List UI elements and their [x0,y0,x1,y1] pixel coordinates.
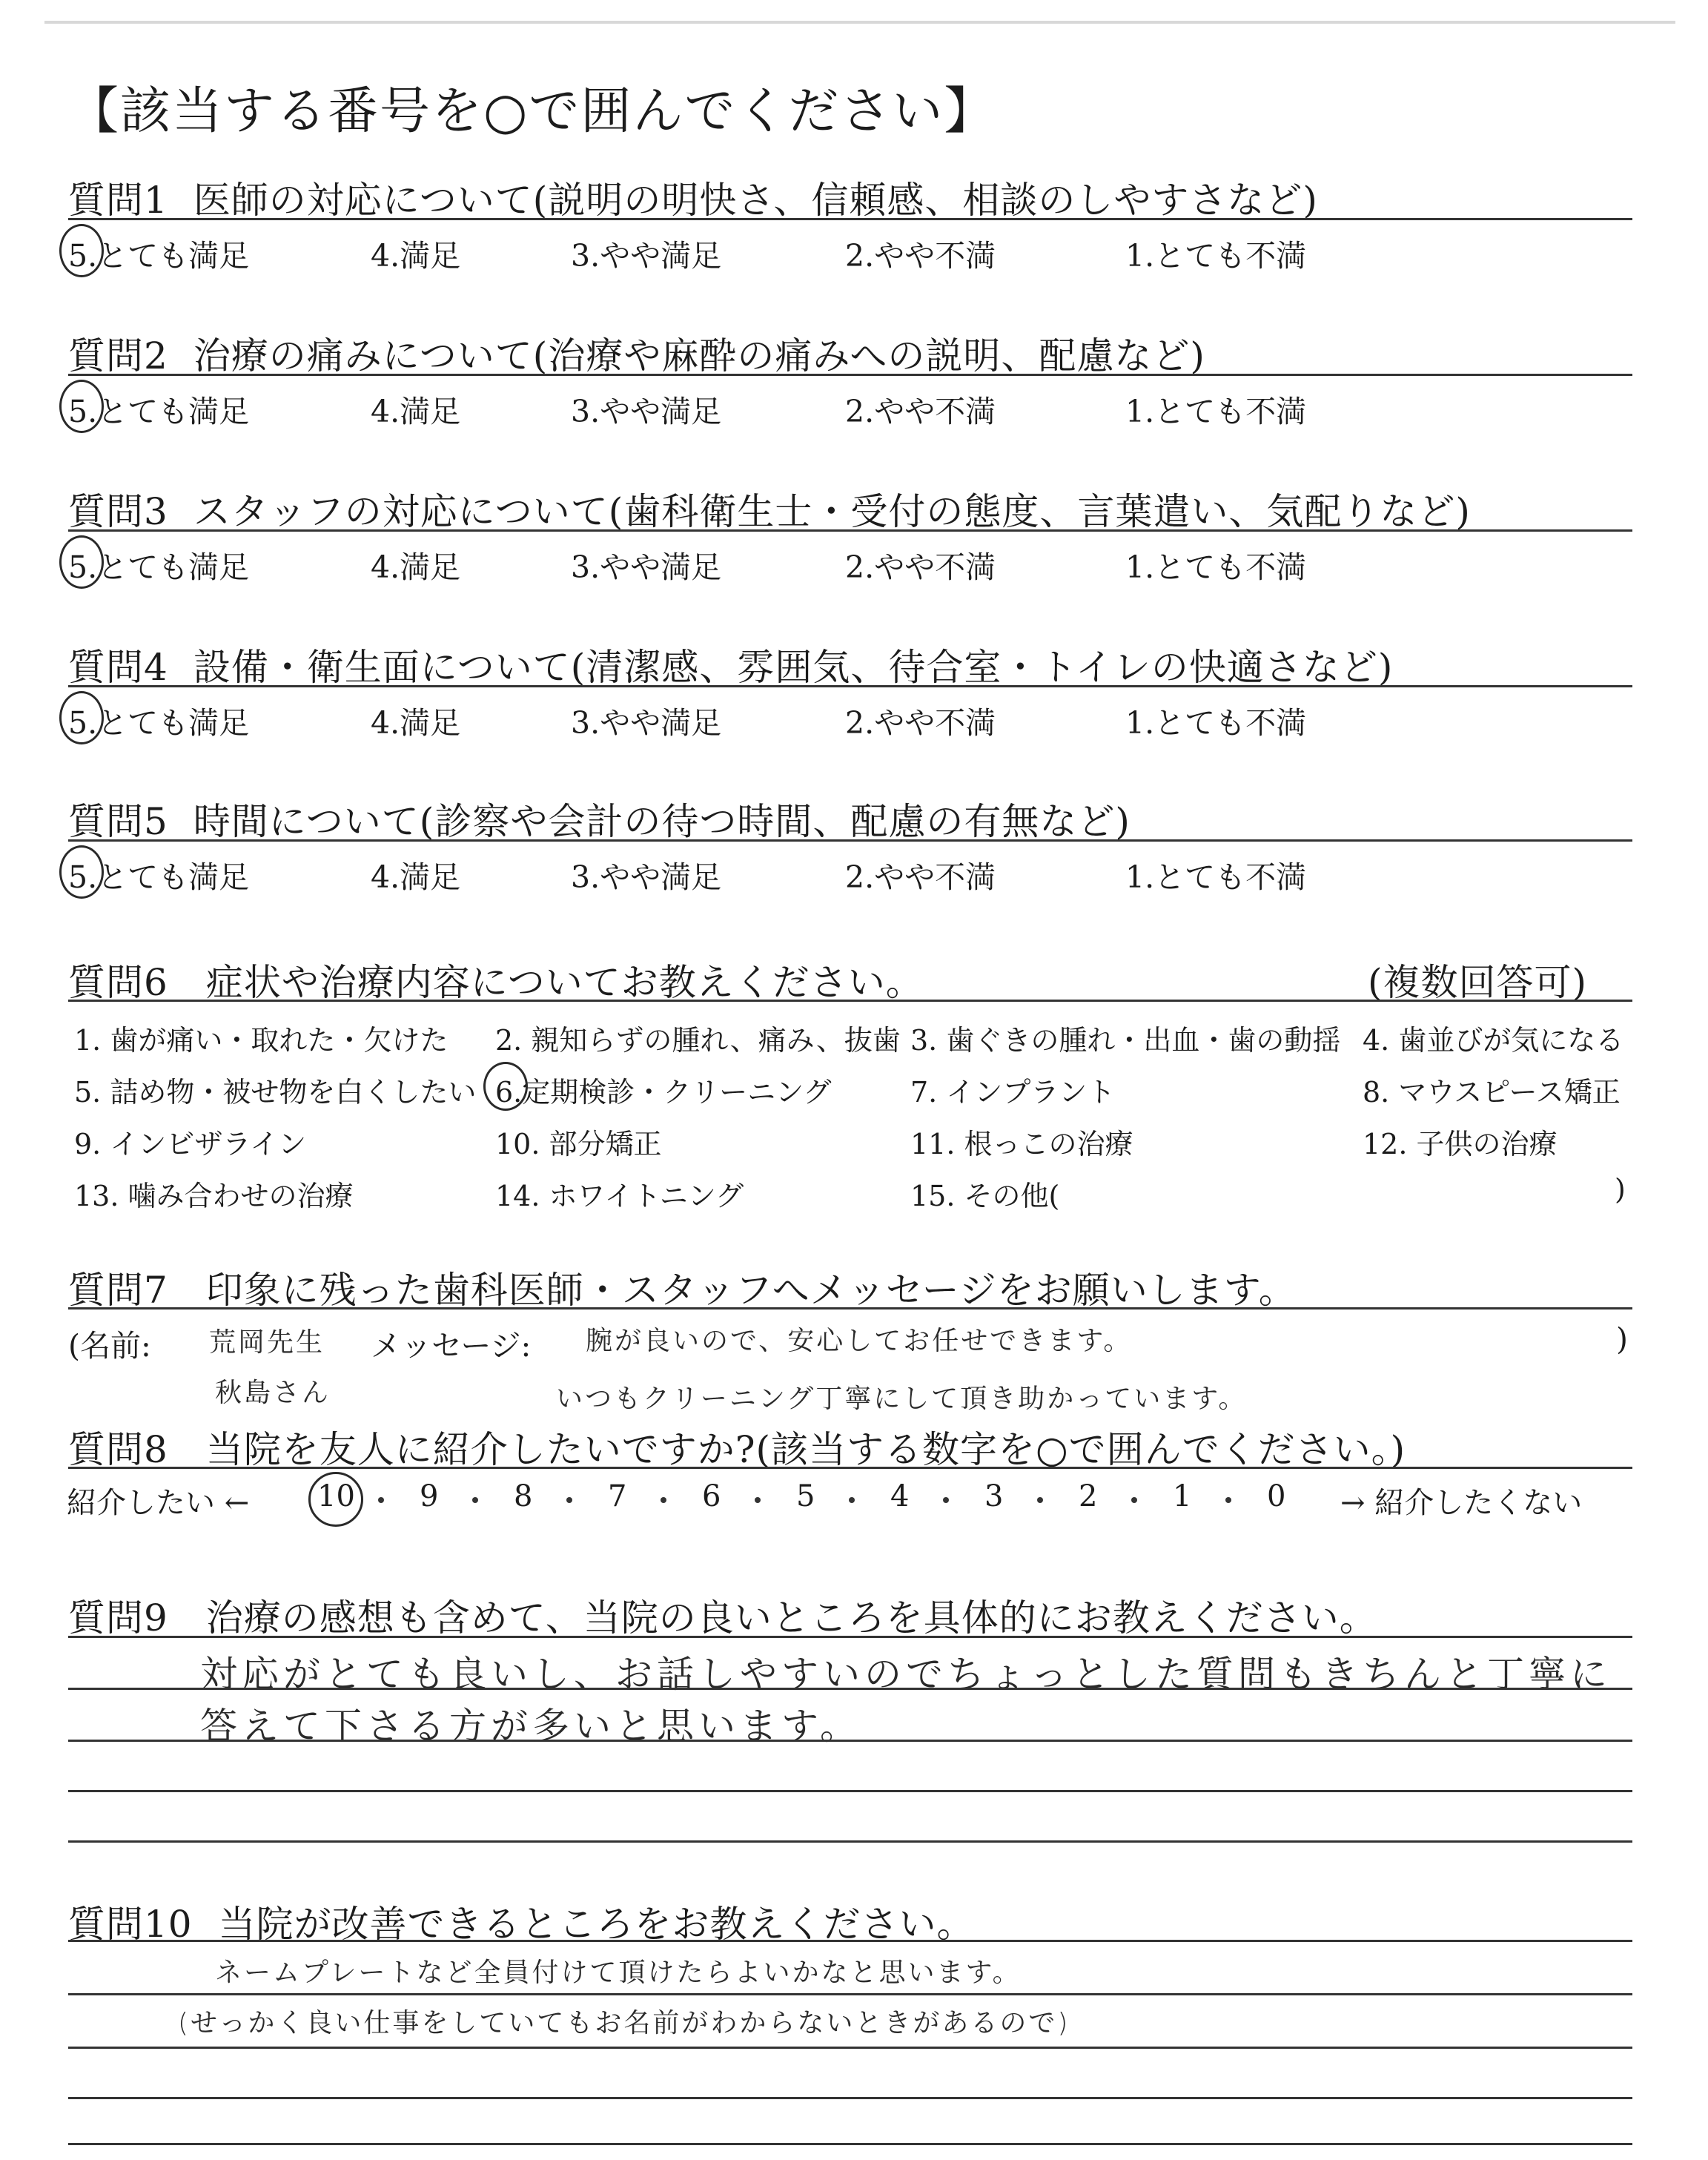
question-8-rule [68,1467,1632,1469]
question-9-label: 質問9 [68,1596,168,1639]
q8-selection-circle [308,1472,363,1527]
scan-top-edge [44,21,1675,24]
question-3-label: 質問3 [68,490,168,533]
q6-item-14[interactable]: 14. ホワイトニング [495,1180,744,1212]
q8-scale-dot [1037,1497,1043,1503]
q8-scale-10[interactable]: 10 [317,1479,355,1513]
question-3-rule [68,529,1632,532]
q3-option-2[interactable]: 2.やや不満 [845,549,996,585]
question-4-text: 設備・衛生面について(清潔感、雰囲気、待合室・トイレの快適さなど) [193,646,1394,689]
q6-item-4[interactable]: 4. 歯並びが気になる [1363,1024,1624,1057]
q8-scale-dot [472,1497,478,1503]
question-1-title [68,171,1318,224]
q5-option-1[interactable]: 1.とても不満 [1125,859,1307,895]
q7-handwritten-name-2: 秋島さん [215,1378,331,1408]
q3-option-4[interactable]: 4.満足 [371,549,461,585]
q6-item-2[interactable]: 2. 親知らずの腫れ、痛み、抜歯 [495,1024,901,1057]
q4-selection-circle [59,691,104,744]
q10-line-2 [68,1993,1632,1995]
q3-option-5[interactable]: 5.とても満足 [68,549,250,585]
q6-item-3[interactable]: 3. 歯ぐきの腫れ・出血・歯の動揺 [910,1024,1341,1057]
q9-line-5 [68,1840,1632,1843]
q7-close-paren: ) [1616,1321,1628,1357]
q8-scale-dot [755,1497,761,1503]
q8-scale-2[interactable]: 2 [1079,1479,1098,1513]
question-7-rule [68,1307,1632,1309]
question-5-rule [68,839,1632,842]
q5-option-3[interactable]: 3.やや満足 [571,859,722,895]
q5-option-4[interactable]: 4.満足 [371,859,461,895]
q6-item-13[interactable]: 13. 噛み合わせの治療 [74,1180,354,1212]
q1-option-2[interactable]: 2.やや不満 [845,238,996,274]
q9-line-2 [68,1688,1632,1690]
q5-option-5[interactable]: 5.とても満足 [68,859,250,895]
question-8-title [68,1420,1406,1473]
q4-option-3[interactable]: 3.やや満足 [571,705,722,741]
q6-item-12[interactable]: 12. 子供の治療 [1363,1128,1558,1160]
question-2-text: 治療の痛みについて(治療や麻酔の痛みへの説明、配慮など) [193,334,1205,377]
question-7-label: 質問7 [68,1269,168,1312]
q7-message-label: メッセージ: [371,1328,532,1364]
q8-scale-0[interactable]: 0 [1267,1479,1286,1513]
q8-scale-8[interactable]: 8 [514,1479,533,1513]
q6-item-9[interactable]: 9. インビザライン [74,1128,307,1160]
q4-option-2[interactable]: 2.やや不満 [845,705,996,741]
q10-line-3 [68,2047,1632,2049]
q5-selection-circle [59,845,104,899]
q8-scale-4[interactable]: 4 [890,1479,910,1513]
question-4-rule [68,685,1632,687]
q1-option-4[interactable]: 4.満足 [371,238,461,274]
q8-scale-3[interactable]: 3 [984,1479,1004,1513]
q3-option-1[interactable]: 1.とても不満 [1125,549,1307,585]
q2-option-4[interactable]: 4.満足 [371,394,461,429]
q9-line-4 [68,1790,1632,1792]
q6-item-11[interactable]: 11. 根っこの治療 [910,1128,1133,1160]
q10-handwritten-line-1: ネームプレートなど全員付けて頂けたらよいかなと思います。 [215,1958,1022,1988]
q5-option-2[interactable]: 2.やや不満 [845,859,996,895]
q8-scale-dot [566,1497,572,1503]
question-6-label: 質問6 [68,961,168,1004]
q1-option-1[interactable]: 1.とても不満 [1125,238,1307,274]
q7-handwritten-name-1: 荒岡先生 [209,1327,325,1358]
question-7-text: 印象に残った歯科医師・スタッフへメッセージをお願いします。 [205,1269,1297,1312]
question-8-text: 当院を友人に紹介したいですか?(該当する数字を○で囲んでください。) [205,1428,1406,1471]
form-heading: 【該当する番号を○で囲んでください】 [68,82,996,141]
q8-scale-1[interactable]: 1 [1173,1479,1192,1513]
q2-option-5[interactable]: 5.とても満足 [68,394,250,429]
q2-option-2[interactable]: 2.やや不満 [845,394,996,429]
question-1-rule [68,218,1632,220]
question-2-label: 質問2 [68,334,168,377]
q10-handwritten-line-2: (せっかく良い仕事をしていてもお名前がわからないときがあるので) [178,2008,1070,2038]
q2-selection-circle [59,380,104,433]
question-4-label: 質問4 [68,646,168,689]
question-7-title [68,1261,1297,1314]
question-8-label: 質問8 [68,1428,168,1471]
q8-scale-dot [1225,1497,1231,1503]
q10-line-4 [68,2097,1632,2099]
q4-option-4[interactable]: 4.満足 [371,705,461,741]
question-6-title [68,953,924,1006]
q6-item-6[interactable]: 6.定期検診・クリーニング [495,1076,832,1109]
q9-handwritten-line-2: 答えて下さる方が多いと思います。 [200,1705,861,1748]
q6-item-7[interactable]: 7. インプラント [910,1076,1116,1109]
q6-item-15[interactable]: 15. その他( [910,1180,1060,1212]
q10-line-5 [68,2143,1632,2145]
q3-option-3[interactable]: 3.やや満足 [571,549,722,585]
question-9-text: 治療の感想も含めて、当院の良いところを具体的にお教えください。 [205,1596,1377,1639]
question-3-title [68,482,1471,535]
q9-line-1 [68,1636,1632,1638]
q3-selection-circle [59,535,104,589]
q2-option-3[interactable]: 3.やや満足 [571,394,722,429]
q8-right-label: → 紹介したくない [1340,1486,1583,1520]
q8-scale-7[interactable]: 7 [608,1479,627,1513]
q1-option-5[interactable]: 5.とても満足 [68,238,250,274]
q7-handwritten-message-2: いつもクリーニング丁寧にして頂き助かっています。 [556,1384,1248,1414]
question-2-rule [68,374,1632,376]
q6-item-8[interactable]: 8. マウスピース矯正 [1363,1076,1621,1109]
q10-line-1 [68,1940,1632,1942]
question-4-title [68,638,1393,691]
q8-scale-dot [378,1497,384,1503]
q6-item-1[interactable]: 1. 歯が痛い・取れた・欠けた [74,1024,448,1057]
q1-option-3[interactable]: 3.やや満足 [571,238,722,274]
q6-item-5[interactable]: 5. 詰め物・被せ物を白くしたい [74,1076,477,1109]
q8-scale-dot [661,1497,666,1503]
q6-item-15-close: ) [1615,1173,1626,1206]
q8-left-label: 紹介したい ← [67,1486,250,1520]
q7-handwritten-message-1: 腕が良いので、安心してお任せできます。 [586,1326,1133,1356]
question-10-text: 当院が改善できるところをお教えください。 [218,1903,975,1946]
q6-selection-circle [483,1062,528,1111]
question-5-label: 質問5 [68,800,168,843]
question-6-rule [68,1000,1632,1002]
question-6-note: (複数回答可) [1368,961,1588,1004]
q8-scale-dot [1131,1497,1137,1503]
q2-option-1[interactable]: 1.とても不満 [1125,394,1307,429]
question-5-text: 時間について(診察や会計の待つ時間、配慮の有無など) [193,800,1131,843]
q9-handwritten-line-1: 対応がとても良いし、お話しやすいのでちょっとした質問もきちんと丁寧に [200,1653,1612,1696]
q7-name-label: (名前: [68,1328,151,1364]
q4-option-1[interactable]: 1.とても不満 [1125,705,1307,741]
question-6-text: 症状や治療内容についてお教えください。 [205,961,924,1004]
question-3-text: スタッフの対応について(歯科衛生士・受付の態度、言葉遣い、気配りなど) [193,490,1471,533]
q4-option-5[interactable]: 5.とても満足 [68,705,250,741]
q6-item-10[interactable]: 10. 部分矯正 [495,1128,662,1160]
q8-scale-dot [943,1497,949,1503]
question-10-label: 質問10 [68,1903,193,1946]
question-2-title [68,326,1205,380]
q8-scale-9[interactable]: 9 [420,1479,439,1513]
q8-scale-dot [849,1497,855,1503]
q8-scale-5[interactable]: 5 [796,1479,815,1513]
q9-line-3 [68,1740,1632,1742]
q1-selection-circle [59,224,104,277]
question-1-label: 質問1 [68,179,168,222]
question-5-title [68,792,1131,845]
question-9-title [68,1588,1377,1642]
q8-scale-6[interactable]: 6 [702,1479,721,1513]
question-1-text: 医師の対応について(説明の明快さ、信頼感、相談のしやすさなど) [193,179,1318,222]
